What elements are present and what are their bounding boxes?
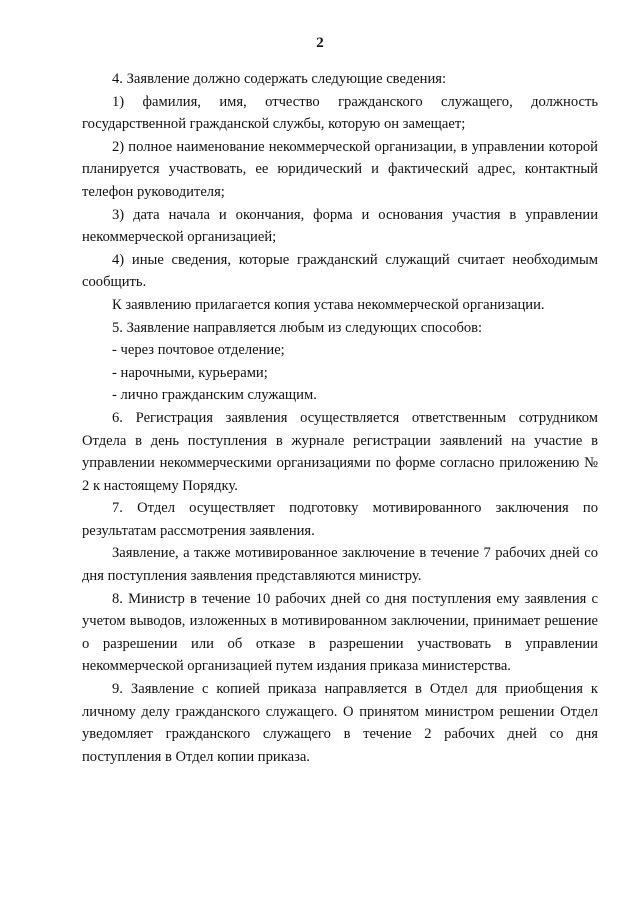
paragraph-attachment: К заявлению прилагается копия устава некоммерческой организации. [112,296,545,313]
paragraph-4-item-4: 4) иные сведения, которые гражданский служащий считает необходимым сообщить. [82,251,598,291]
paragraph-5-item-1: - через почтовое отделение; [112,342,285,359]
paragraph-7-continued: Заявление, а также мотивированное заключение в течение 7 рабочих дней со дня поступления заявления представляются министру. [82,545,598,585]
paragraph-5-item-2: - нарочными, курьерами; [112,364,268,381]
paragraph-4-heading: 4. Заявление должно содержать следующие сведения: [112,71,447,87]
document-body [82,68,598,768]
paragraph-9: 9. Заявление с копией приказа направляется в Отдел для приобщения к личному делу гражданского служащего. О принятом министром решении Отдел уведомляет гражданского служащего в течение 2 рабочих дней со дня поступления в Отдел копии приказа. [82,681,598,765]
paragraph-4-item-3: 3) дата начала и окончания, форма и основания участия в управлении некоммерческой организацией; [82,206,598,246]
page-number: 2 [316,35,324,51]
paragraph-7: 7. Отдел осуществляет подготовку мотивированного заключения по результатам рассмотрения заявления. [82,500,598,539]
paragraph-4-item-2: 2) полное наименование некоммерческой организации, в управлении которой планируется участвовать, ее юридический и фактический адрес, контактный телефон руководителя; [82,138,598,200]
paragraph-5-item-3: - лично гражданским служащим. [112,387,317,404]
paragraph-8: 8. Министр в течение 10 рабочих дней со дня поступления ему заявления с учетом выводов, изложенных в мотивированном заключении, принимает решение о разрешении или об отказе в разрешении участвовать в управлении некоммерческой организацией путем издания приказа министерства. [82,590,598,675]
paragraph-5-heading: 5. Заявление направляется любым из следующих способов: [112,319,483,336]
paragraph-6: 6. Регистрация заявления осуществляется ответственным сотрудником Отдела в день поступления в журнале регистрации заявлений на участие в управлении некоммерческими организациями по форме согласно приложению № 2 к настоящему Порядку. [82,409,598,494]
paragraph-4-item-1: 1) фамилия, имя, отчество гражданского служащего, должность государственной гражданской службы, которую он замещает; [82,93,598,133]
